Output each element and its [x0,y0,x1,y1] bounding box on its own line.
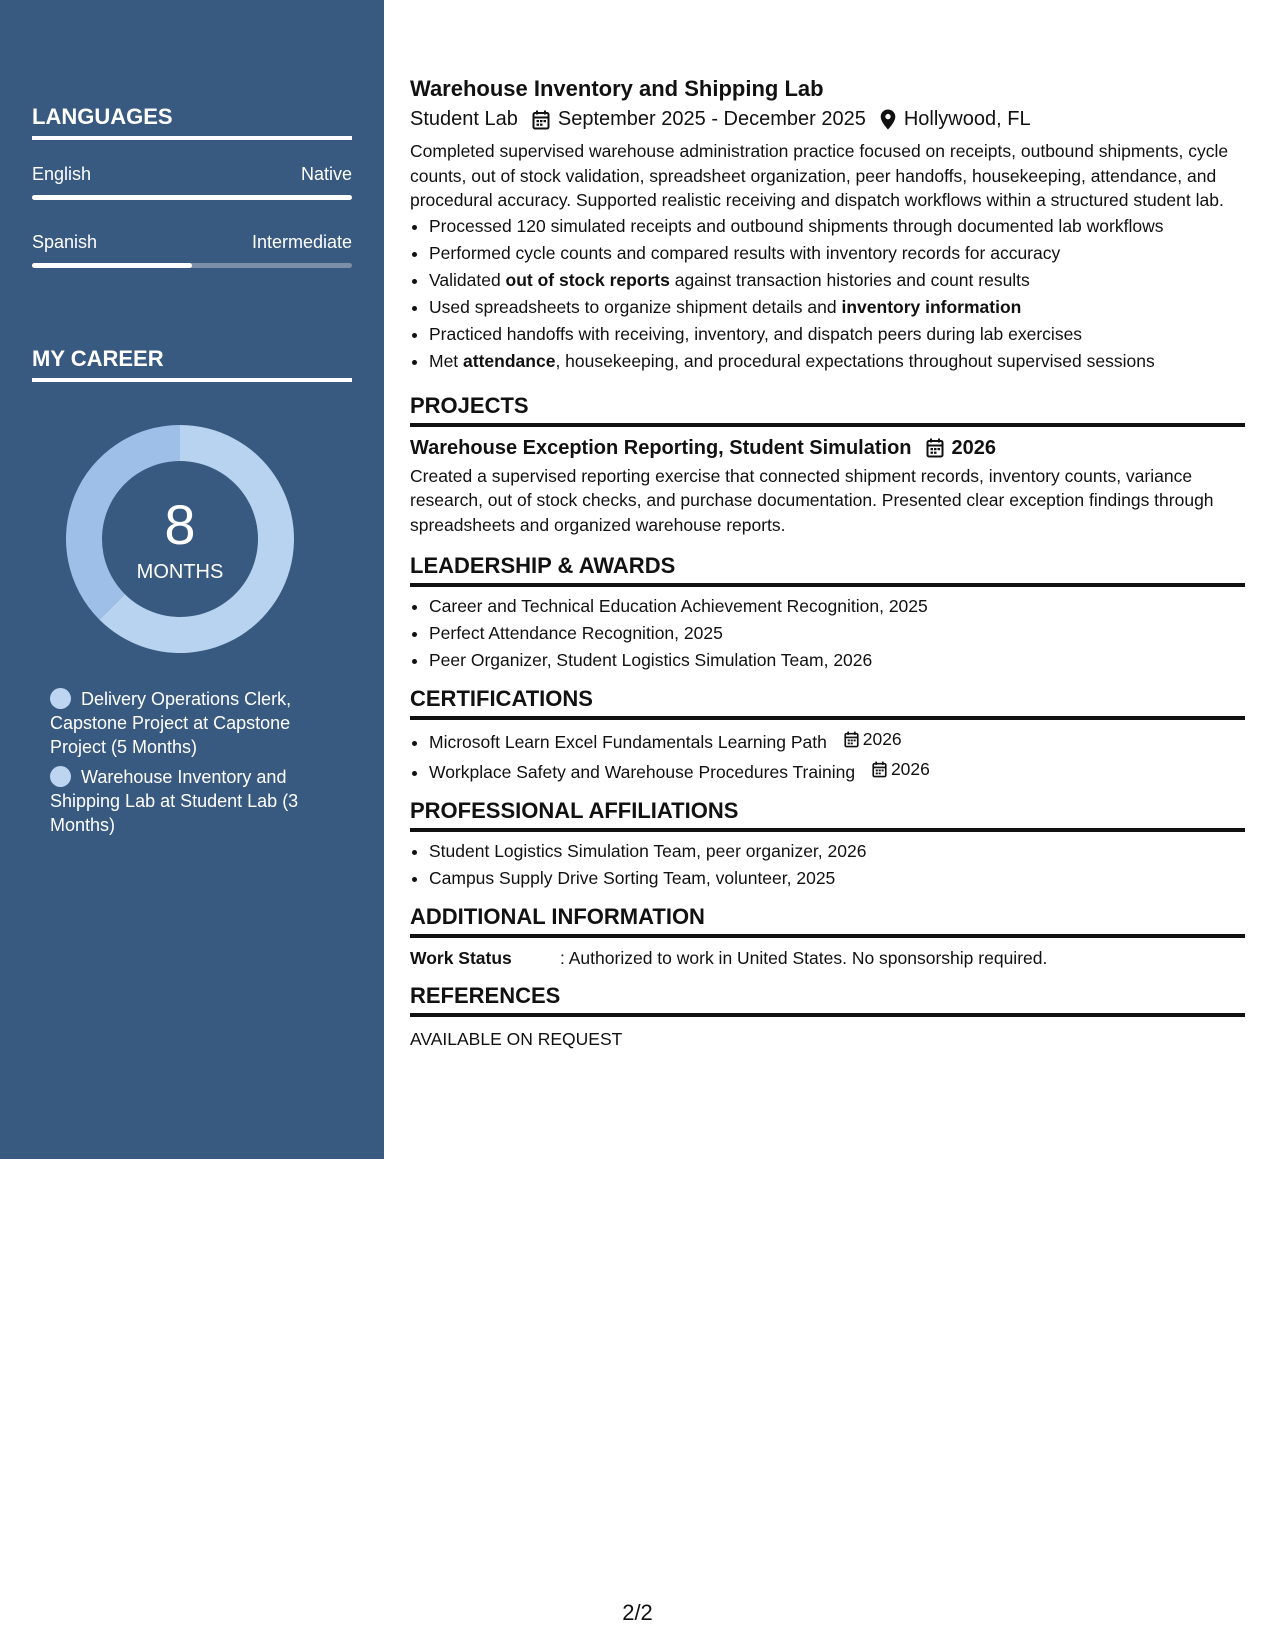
project-title-row [410,437,1245,460]
references-heading: REFERENCES [410,983,1245,1017]
leadership-heading: LEADERSHIP & AWARDS [410,553,1245,587]
affiliations-list [410,838,1245,892]
list-item: • Performed cycle counts and compared results with inventory records for accuracy [429,240,1245,267]
job-dates: September 2025 - December 2025 [557,108,866,130]
projects-heading: PROJECTS [410,393,1245,427]
language-proficiency-fill [32,263,192,268]
career-section [32,346,352,382]
list-item [429,756,1245,786]
references-text: AVAILABLE ON REQUEST [410,1029,623,1049]
list-item [429,726,1245,756]
career-total-number: 8 [164,493,196,556]
work-status-value: : Authorized to work in United States. No sponsorship required. [560,948,1048,968]
career-item-text: Warehouse Inventory and Shipping Lab at Student Lab (3 Months) [50,767,299,835]
leadership-list [410,593,1245,674]
career-item-text: Delivery Operations Clerk, Capstone Project at Capstone Project (5 Months) [50,689,292,757]
map-pin-icon [880,109,896,130]
list-item: • Practiced handoffs with receiving, inventory, and dispatch peers during lab exercises [429,321,1245,348]
language-proficiency-bar [32,195,352,200]
project-year: 2026 [951,436,997,459]
career-dot-icon [50,766,71,787]
list-item: • Used spreadsheets to organize shipment details and inventory information [429,294,1245,321]
job-meta [410,108,1245,131]
job-description: Completed supervised warehouse administration practice focused on receipts, outbound shipments, cycle counts, out of stock validation, spreadsheet organization, peer handoffs, housekeeping, attendance, and procedural accuracy. Supported realistic receiving and dispatch workflows within a structured student lab. [410,141,1229,210]
calendar-icon [844,731,859,748]
career-total-unit: MONTHS [136,561,224,583]
language-level: Intermediate [251,232,352,252]
list-item: • Perfect Attendance Recognition, 2025 [429,620,1245,647]
career-list [50,687,320,843]
calendar-icon [872,761,887,778]
language-item [32,232,352,268]
experience-entry [410,76,1245,375]
affiliations-heading: PROFESSIONAL AFFILIATIONS [410,798,1245,832]
job-bullets [410,213,1245,375]
project-description: Created a supervised reporting exercise that connected shipment records, inventory counts, variance research, out of stock checks, and purchase documentation. Presented clear exception findings through spreadsheets and organized warehouse reports. [410,465,1214,535]
language-proficiency-bar [32,263,352,268]
languages-section [32,104,352,268]
career-donut-chart [66,425,294,653]
job-org: Student Lab [410,108,518,130]
language-proficiency-fill [32,195,352,200]
list-item: • Met attendance, housekeeping, and procedural expectations throughout supervised sessions [429,348,1245,375]
work-status-row [410,948,1245,969]
language-level: Native [300,164,352,184]
job-title: Warehouse Inventory and Shipping Lab [410,76,824,101]
certifications-heading: CERTIFICATIONS [410,686,1245,720]
cert-year: 2026 [862,729,902,749]
project-title: Warehouse Exception Reporting, Student Simulation [410,436,912,459]
language-item [32,164,352,200]
list-item: • Validated out of stock reports against transaction histories and count results [429,267,1245,294]
list-item: • Campus Supply Drive Sorting Team, volunteer, 2025 [429,865,1245,892]
list-item: • Processed 120 simulated receipts and outbound shipments through documented lab workflows [429,213,1245,240]
job-location: Hollywood, FL [903,108,1031,130]
cert-name: Microsoft Learn Excel Fundamentals Learning Path [429,732,827,752]
main-content [410,76,1245,1052]
work-status-label: Work Status [410,948,512,968]
list-item: • Peer Organizer, Student Logistics Simulation Team, 2026 [429,647,1245,674]
career-item [50,765,320,837]
cert-name: Workplace Safety and Warehouse Procedures Training [429,762,856,782]
certifications-list [410,726,1245,786]
calendar-icon [926,438,944,458]
language-name: English [32,164,92,184]
list-item: • Student Logistics Simulation Team, peer organizer, 2026 [429,838,1245,865]
additional-heading: ADDITIONAL INFORMATION [410,904,1245,938]
cert-year: 2026 [890,759,930,779]
language-name: Spanish [32,232,98,252]
sidebar [0,0,384,1159]
list-item: • Career and Technical Education Achievement Recognition, 2025 [429,593,1245,620]
calendar-icon [532,110,550,130]
career-heading: MY CAREER [32,346,352,382]
career-item [50,687,320,759]
languages-heading: LANGUAGES [32,104,352,140]
page-number: 2/2 [622,1600,653,1625]
career-dot-icon [50,688,71,709]
